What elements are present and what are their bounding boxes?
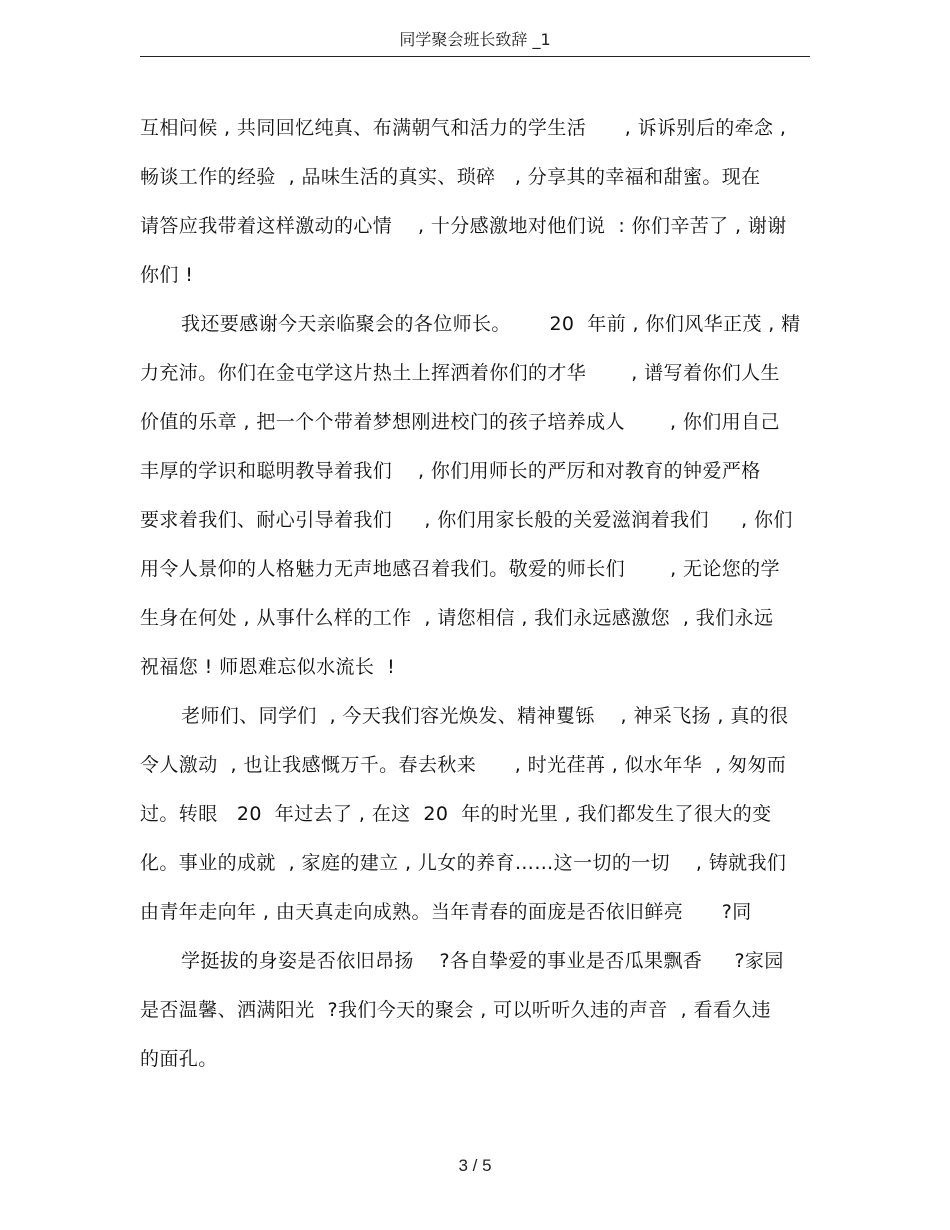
paragraph-first-line: 老师们、同学们 , 今天我们容光焕发、精神矍铄 , 神采飞扬 , 真的很: [181, 705, 789, 727]
paragraph-first-line: 学挺拔的身姿是否依旧昂扬 ?各自挚爱的事业是否瓜果飘香 ?家园: [181, 950, 784, 972]
body-line: 畅谈工作的经验 , 品味生活的真实、琐碎 , 分享其的幸福和甜蜜。现在: [140, 166, 761, 188]
body-line: 是否温馨、洒满阳光 ?我们今天的聚会 , 可以听听久违的声音 , 看看久违: [140, 999, 772, 1021]
body-line: 过。转眼 20 年过去了 , 在这 20 年的时光里 , 我们都发生了很大的变: [140, 803, 772, 825]
body-line: 互相问候 , 共同回忆纯真、布满朝气和活力的学生活 , 诉诉别后的牵念 ,: [140, 117, 787, 139]
body-line: 化。事业的成就 , 家庭的建立 , 儿女的养育……这一切的一切 , 铸就我们: [140, 852, 787, 874]
body-line: 用令人景仰的人格魅力无声地感召着我们。敬爱的师长们 , 无论您的学: [140, 558, 780, 580]
body-line: 由青年走向年 , 由天真走向成熟。当年青春的面庞是否依旧鲜亮 ?同: [140, 901, 752, 923]
body-line: 丰厚的学识和聪明教导着我们 , 你们用师长的严厉和对教育的钟爱严格: [140, 460, 761, 482]
paragraph-first-line: 我还要感谢今天亲临聚会的各位师长。 20 年前 , 你们风华正茂 , 精: [181, 313, 801, 335]
body-line: 令人激动 , 也让我感慨万千。春去秋来 , 时光荏苒 , 似水年华 , 匆匆而: [140, 754, 787, 776]
body-line: 价值的乐章 , 把一个个带着梦想刚进校门的孩子培养成人 , 你们用自己: [140, 411, 780, 433]
body-line: 请答应我带着这样激动的心情 , 十分感激地对他们说 : 你们辛苦了 , 谢谢: [140, 215, 787, 237]
page-header-title: 同学聚会班长致辞 _1: [140, 30, 810, 57]
body-line: 生身在何处 , 从事什么样的工作 , 请您相信 , 我们永远感激您 , 我们永远: [140, 607, 774, 629]
body-line: 的面孔。: [140, 1048, 218, 1070]
document-body: [140, 104, 810, 1084]
body-line: 你们 !: [140, 264, 194, 286]
page-number: 3 / 5: [458, 1156, 492, 1175]
body-line: 祝福您 ! 师恩难忘似水流长 !: [140, 656, 396, 678]
body-line: 力充沛。你们在金屯学这片热土上挥洒着你们的才华 , 谱写着你们人生: [140, 362, 780, 384]
body-line: 要求着我们、耐心引导着我们 , 你们用家长般的关爱滋润着我们 , 你们: [140, 509, 793, 531]
